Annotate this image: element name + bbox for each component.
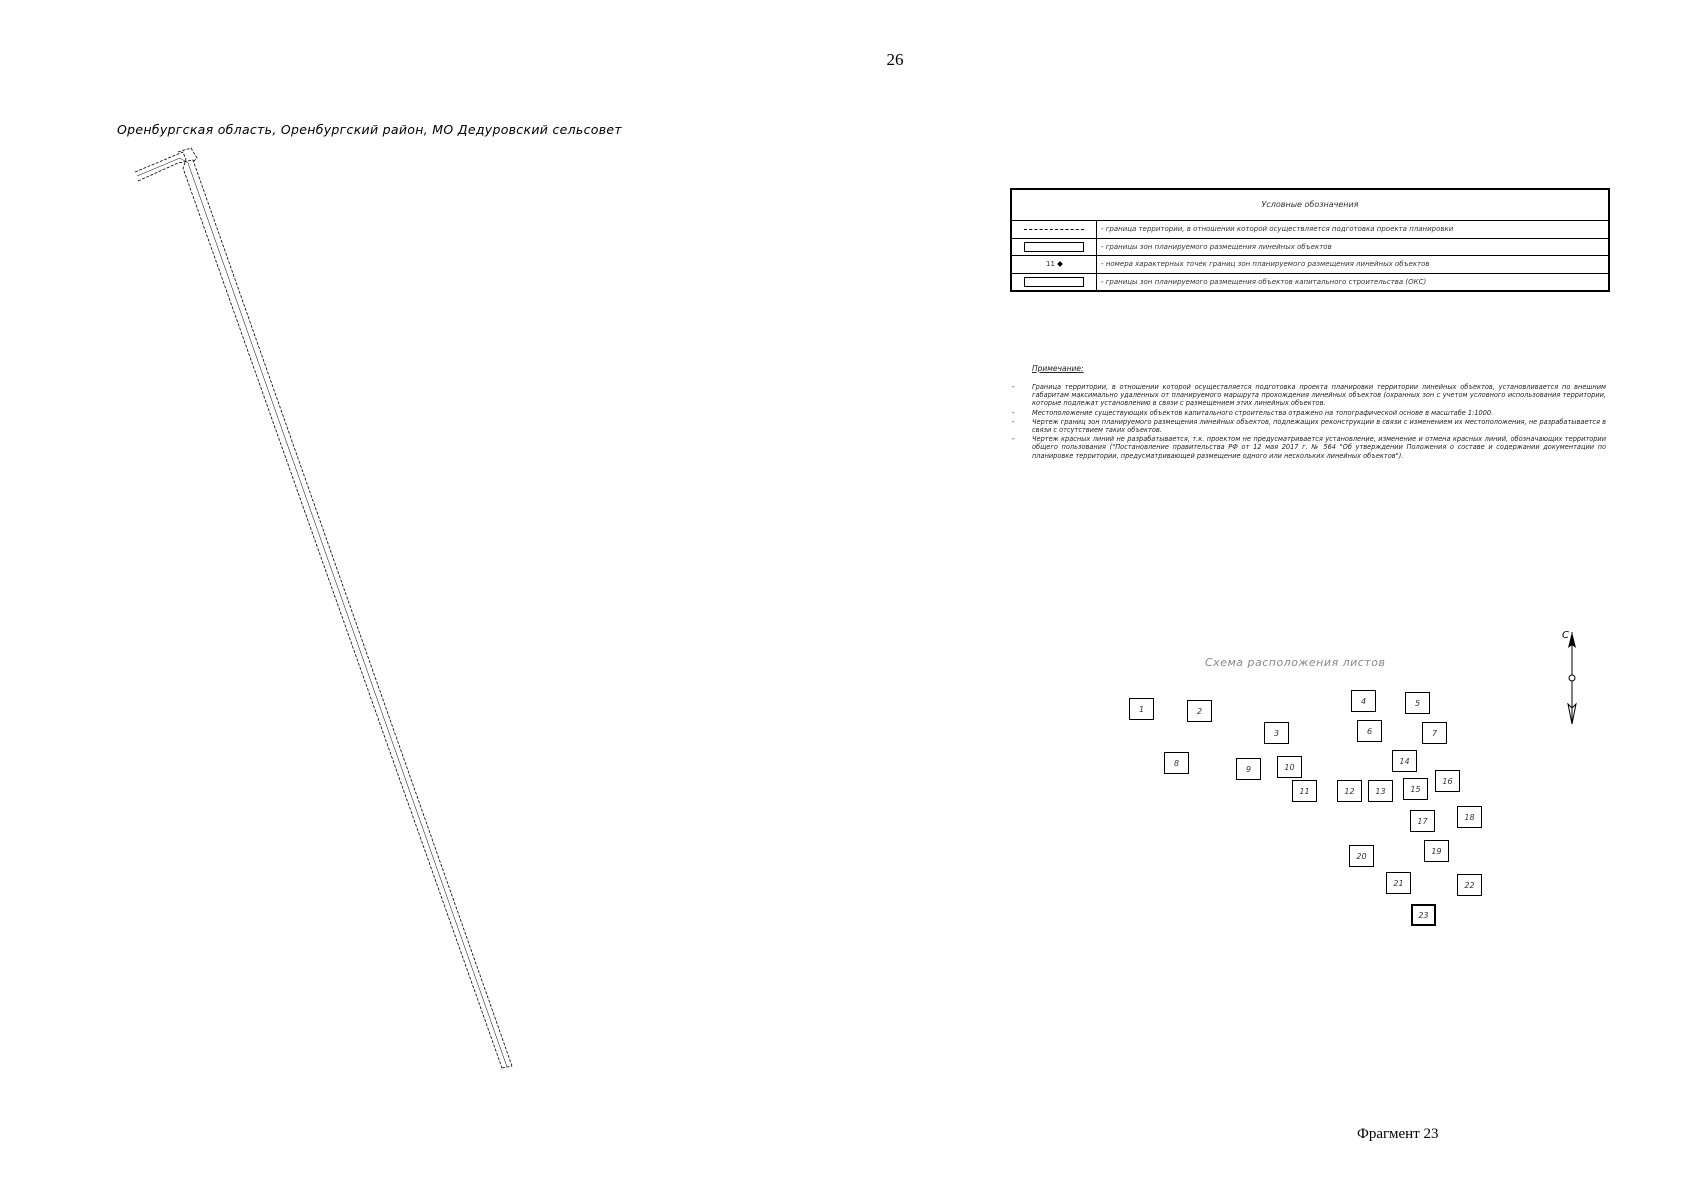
legend-text: - номера характерных точек границ зон планируемого размещения линейных объектов xyxy=(1101,260,1430,268)
legend-title: Условные обозначения xyxy=(1012,190,1608,221)
note-item xyxy=(1010,409,1606,417)
legend-row xyxy=(1012,221,1608,239)
note-item-text: Чертеж красных линий не разрабатывается, т.к. проектом не предусматривается установление, изменение и отмена красных линий, обозначающих территории общего пользования ("Постановление правительства РФ от 12 мая 2017 г. № 564 "Об утверждении Положения о составе и содержании документации по планировке территории, предусматривающей размещение одного или нескольких линейных объектов"). xyxy=(1032,435,1606,460)
legend-symbol-cell xyxy=(1012,239,1097,256)
sheet-cell: 15 xyxy=(1403,778,1428,800)
note-bullet: - xyxy=(1012,383,1015,391)
note-block xyxy=(1010,364,1606,461)
note-item-text: Местоположение существующих объектов капитального строительства отражено на топографической основе в масштабе 1:1000. xyxy=(1032,408,1494,417)
sheet-cell: 16 xyxy=(1435,770,1460,792)
sheet-cell: 12 xyxy=(1337,780,1362,802)
sheet-cell: 4 xyxy=(1351,690,1376,712)
sheet-cell: 6 xyxy=(1357,720,1382,742)
note-item xyxy=(1010,435,1606,460)
note-bullet: - xyxy=(1012,417,1015,426)
legend-point-marker-icon xyxy=(1057,261,1063,267)
sheet-cell: 18 xyxy=(1457,806,1482,828)
sheet-cell: 5 xyxy=(1405,692,1430,714)
sheet-scheme-title: Схема расположения листов xyxy=(1205,656,1386,669)
note-bullet: - xyxy=(1012,408,1015,417)
sheet-cell: 3 xyxy=(1264,722,1289,744)
sheet-cell: 8 xyxy=(1164,752,1189,774)
sheet-cell: 10 xyxy=(1277,756,1302,778)
sheet-cell: 13 xyxy=(1368,780,1393,802)
note-item-text: Чертеж границ зон планируемого размещения линейных объектов, подлежащих реконструкции в связи с изменением их местоположения, не разрабатывается в связи с отсутствием таких объектов. xyxy=(1032,417,1606,435)
north-arrow xyxy=(1562,628,1582,732)
note-item-text: Граница территории, в отношении которой осуществляется подготовка проекта планировки территории линейных объектов, установливается по внешним габаритам максимально удаленных от планируемого маршрута прохождения линейных объектов (охранных зон с учетом условного использования территории, которые подлежат установлению в связи с размещением этих линейных объектов. xyxy=(1032,383,1606,408)
note-title: Примечание: xyxy=(1032,364,1084,373)
legend-symbol-dashed-line xyxy=(1024,229,1084,230)
sheet-cell: 11 xyxy=(1292,780,1317,802)
legend-symbol-cell xyxy=(1012,274,1097,291)
note-list xyxy=(1010,383,1606,460)
route-corridor-right xyxy=(138,160,512,1066)
fragment-label: Фрагмент 23 xyxy=(1357,1126,1439,1142)
sheet-cell: 14 xyxy=(1392,750,1417,772)
legend-symbol-rect xyxy=(1024,242,1084,252)
note-item xyxy=(1010,418,1606,434)
legend-symbol-rect xyxy=(1024,277,1084,287)
sheet-cell: 1 xyxy=(1129,698,1154,720)
note-bullet: - xyxy=(1012,435,1015,444)
legend-text: - границы зон планируемого размещения объектов капитального строительства (ОКС) xyxy=(1101,277,1427,286)
legend-row xyxy=(1012,274,1608,291)
sheet-cell-active: 23 xyxy=(1411,904,1436,926)
legend-row xyxy=(1012,239,1608,257)
sheet-cell: 7 xyxy=(1422,722,1447,744)
legend-row xyxy=(1012,256,1608,274)
sheet-cell: 19 xyxy=(1424,840,1449,862)
sheet-cell: 2 xyxy=(1187,700,1212,722)
legend-symbol-cell xyxy=(1012,256,1097,273)
north-arrow-icon xyxy=(1562,628,1582,728)
sheet-cell: 20 xyxy=(1349,845,1374,867)
legend-text: - граница территории, в отношении которой осуществляется подготовка проекта планировки xyxy=(1101,225,1454,233)
legend-point-label: 11 xyxy=(1046,260,1055,269)
route-corridor-left xyxy=(135,152,502,1068)
north-label: С xyxy=(1562,630,1569,641)
sheet-cell: 17 xyxy=(1410,810,1435,832)
sheet-cell: 9 xyxy=(1236,758,1261,780)
legend-text: - границы зон планируемого размещения линейных объектов xyxy=(1101,242,1332,251)
note-item xyxy=(1010,383,1606,408)
route-centerline xyxy=(137,158,507,1067)
legend-symbol-boundary-line xyxy=(1012,221,1097,238)
area-title: Оренбургская область, Оренбургский район, МО Дедуровский сельсовет xyxy=(117,122,622,137)
page-number: 26 xyxy=(886,50,904,69)
route-start-hook xyxy=(178,148,197,162)
legend-table xyxy=(1010,188,1610,292)
sheet-cell: 21 xyxy=(1386,872,1411,894)
sheet-cell: 22 xyxy=(1457,874,1482,896)
